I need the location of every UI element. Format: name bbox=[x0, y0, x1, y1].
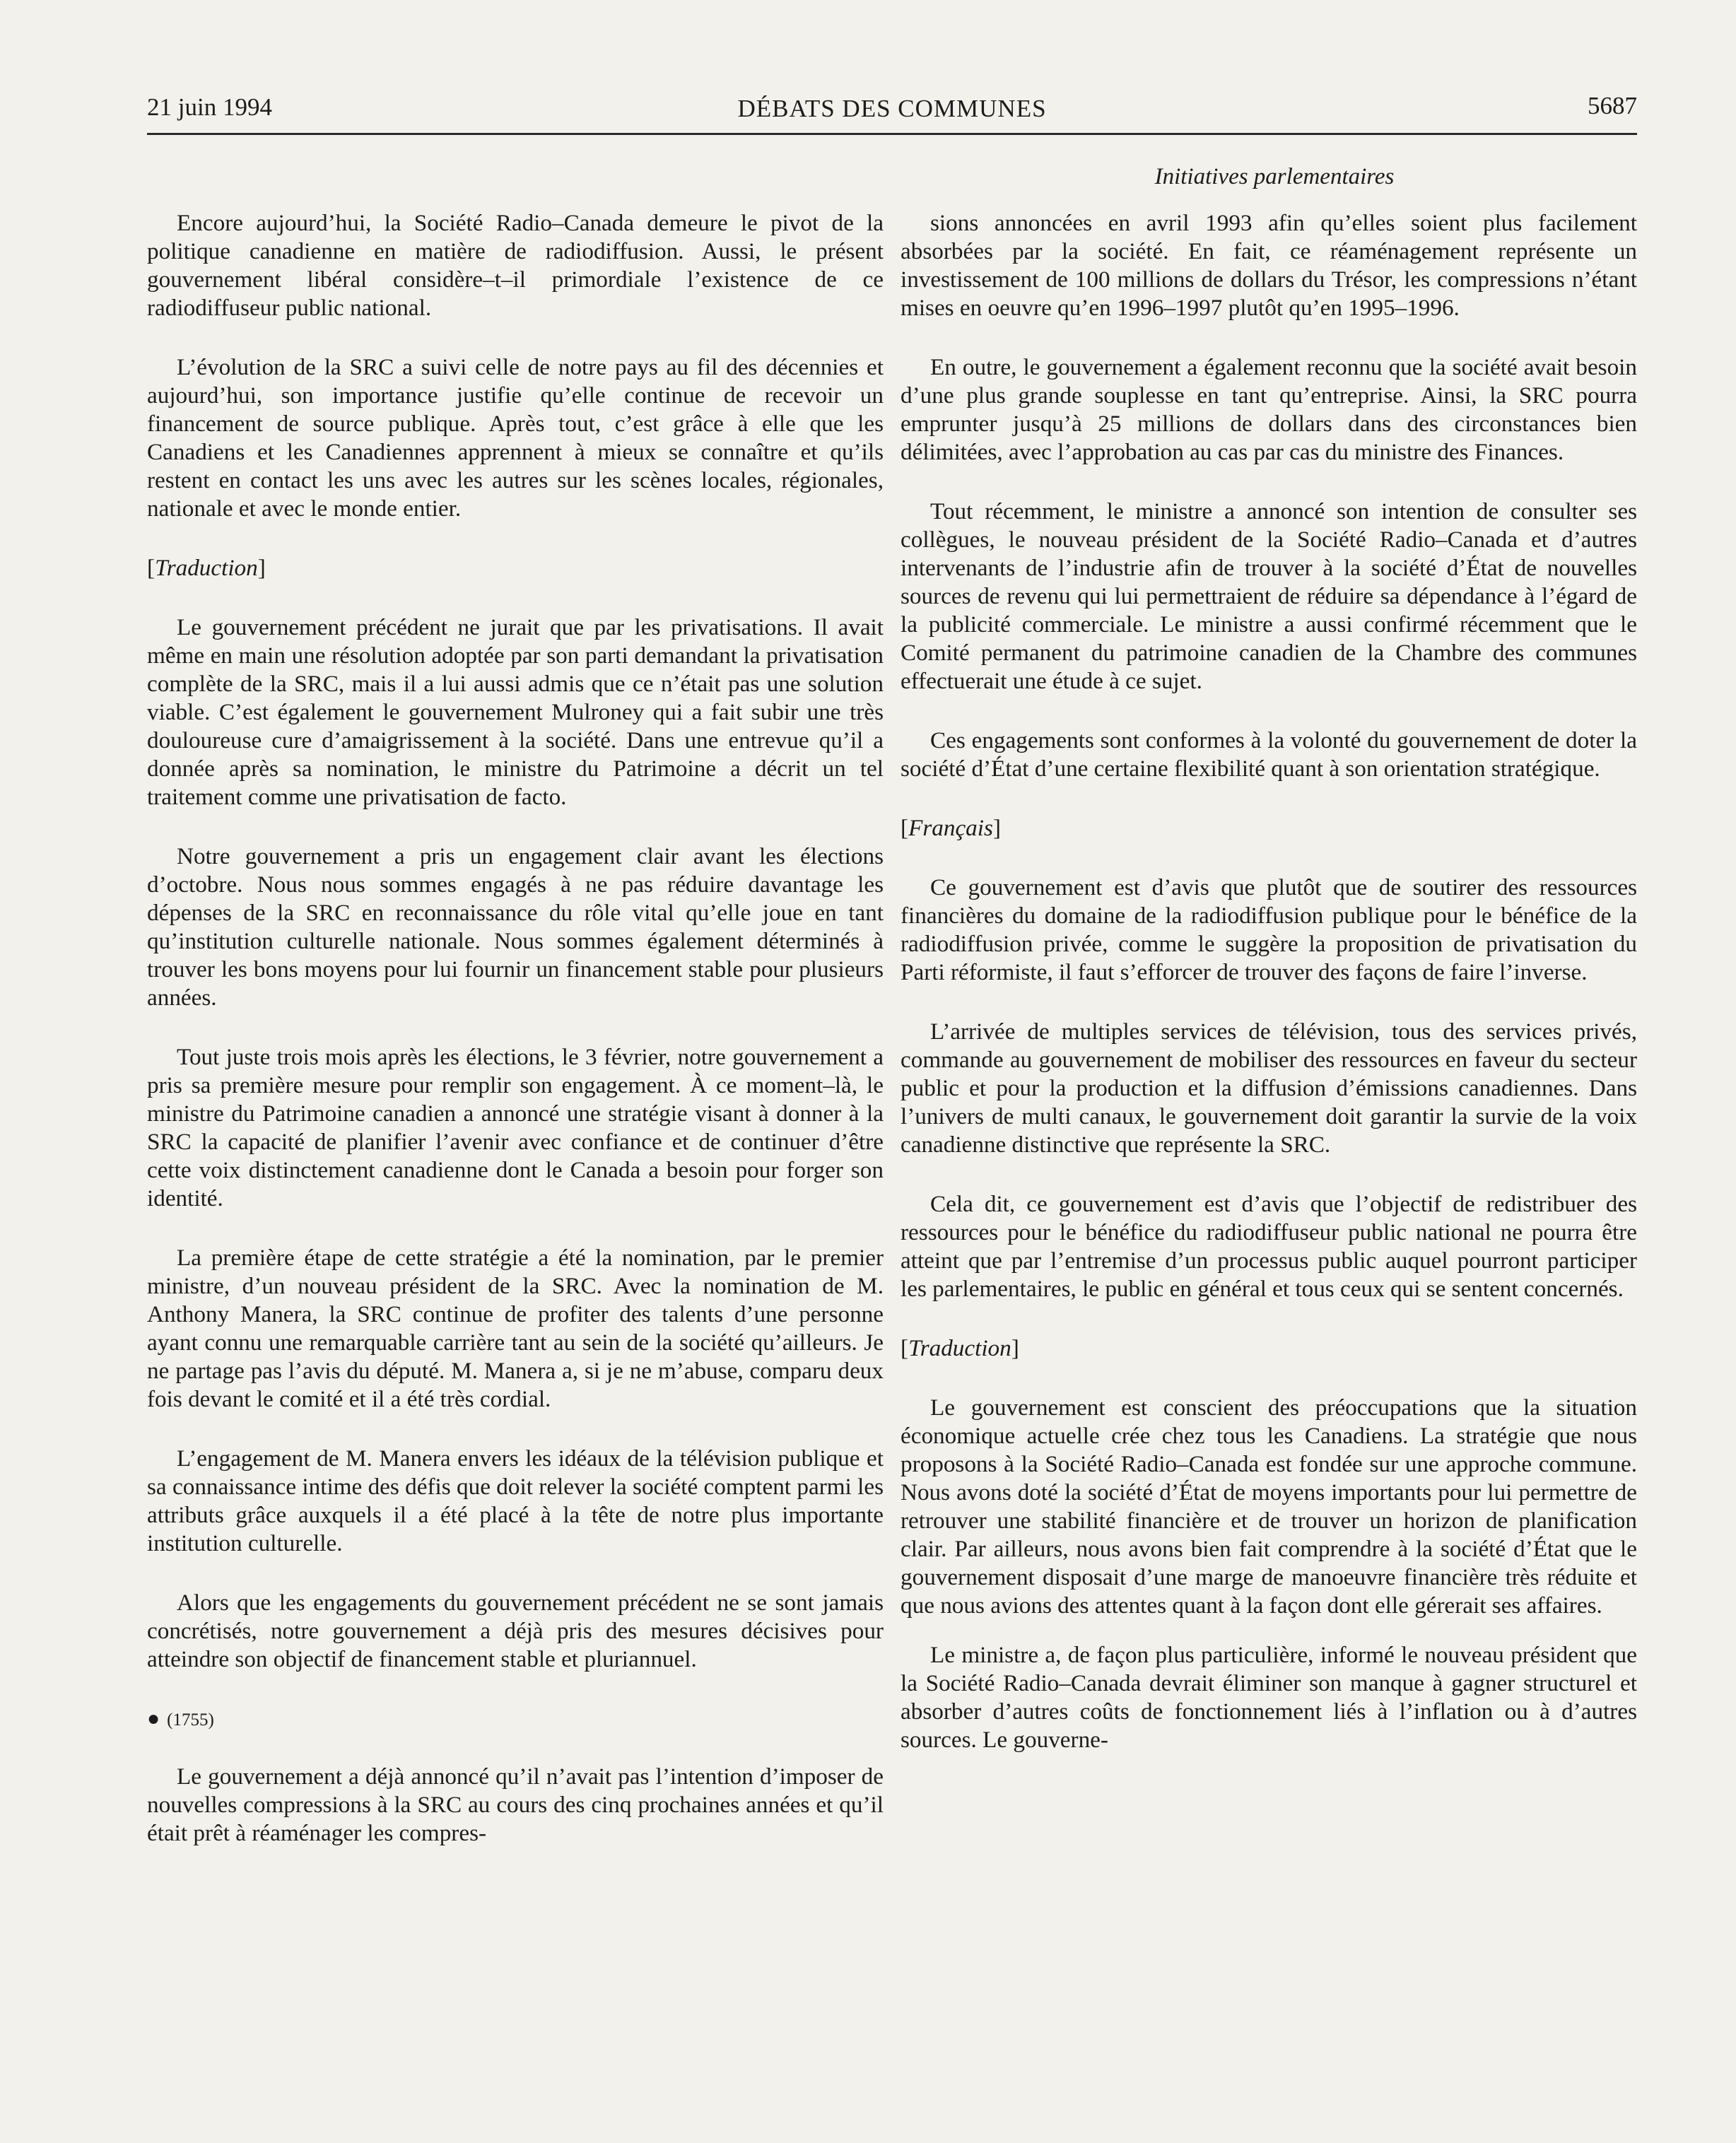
paragraph: sions annoncées en avril 1993 afin qu’elles soient plus facilement absorbées par la société. En fait, ce réaménagement représente un investissement de 100 millions de dollars du Trésor, les compressions n’étant mises en oeuvre qu’en 1996–1997 plutôt qu’en 1995–1996. bbox=[901, 210, 1637, 321]
paragraph: Tout récemment, le ministre a annoncé son intention de consulter ses collègues, le nouveau président de la Société Radio–Canada et d’autres intervenants de l’industrie afin de trouver à la société d’État de nouvelles sources de revenu qui lui permettraient de réduire sa dépendance à l’égard de la publicité commerciale. Le ministre a aussi confirmé récemment que le Comité permanent du patrimoine canadien de la Chambre des communes effectuerait une étude à ce sujet. bbox=[901, 498, 1637, 694]
left-column bbox=[147, 209, 884, 1879]
paragraph: Le gouvernement est conscient des préoccupations que la situation économique actuelle crée chez tous les Canadiens. La stratégie que nous proposons à la Société Radio–Canada est fondée sur une approche commune. Nous avons doté la société d’État de moyens importants pour lui permettre de retrouver une stabilité financière et de trouver un horizon de planification clair. Par ailleurs, nous avons bien fait comprendre à la société d’État que le gouvernement disposait d’une marge de manoeuvre financière très réduite et que nous avions des attentes quant à la façon dont elle gérerait ses affaires. bbox=[901, 1395, 1637, 1619]
language-label-text: Traduction bbox=[908, 1335, 1011, 1361]
language-label: [Traduction] bbox=[901, 1335, 1019, 1361]
language-label: [Français] bbox=[901, 815, 1001, 841]
paragraph: Encore aujourd’hui, la Société Radio–Canada demeure le pivot de la politique canadienne en matière de radiodiffusion. Aussi, le présent gouvernement libéral considère–t–il primordiale l’existence de ce radiodiffuseur public national. bbox=[147, 210, 884, 321]
paragraph: Ce gouvernement est d’avis que plutôt que de soutirer des ressources financières du domaine de la radiodiffusion publique pour le bénéfice de la radiodiffusion privée, comme le suggère la proposition de privatisation du Parti réformiste, il faut s’efforcer de trouver des façons de faire l’inverse. bbox=[901, 874, 1637, 985]
header-date: 21 juin 1994 bbox=[147, 93, 272, 121]
paragraph: Alors que les engagements du gouvernement précédent ne se sont jamais concrétisés, notre gouvernement a déjà pris des mesures décisives pour atteindre son objectif de financement stable et pluriannuel. bbox=[147, 1590, 884, 1672]
page-number: 5687 bbox=[1588, 92, 1637, 119]
header-title: DÉBATS DES COMMUNES bbox=[737, 95, 1047, 122]
paragraph: Le ministre a, de façon plus particulière, informé le nouveau président que la Société Radio–Canada devrait éliminer son manque à gagner structurel et absorber d’autres coûts de fonctionnement liés à l’inflation ou à d’autres sources. Le gouverne- bbox=[901, 1642, 1637, 1753]
page-header bbox=[147, 86, 1637, 135]
paragraph: L’arrivée de multiples services de télévision, tous des services privés, commande au gouvernement de mobiliser des ressources en faveur du secteur public et pour la production et la diffusion d’émissions canadiennes. Dans l’univers de multi canaux, le gouvernement doit garantir la survie de la voix canadienne distinctive que représente la SRC. bbox=[901, 1018, 1637, 1158]
language-label: [Traduction] bbox=[147, 555, 266, 581]
paragraph: Le gouvernement a déjà annoncé qu’il n’avait pas l’intention d’imposer de nouvelles compressions à la SRC au cours des cinq prochaines années et qu’il était prêt à réaménager les compres- bbox=[147, 1763, 884, 1846]
time-marker-text: (1755) bbox=[167, 1710, 214, 1730]
section-subheader: Initiatives parlementaires bbox=[1154, 164, 1395, 189]
paragraph: Ces engagements sont conformes à la volonté du gouvernement de doter la société d’État d’une certaine flexibilité quant à son orientation stratégique. bbox=[901, 727, 1637, 782]
paragraph: Tout juste trois mois après les élections, le 3 février, notre gouvernement a pris sa première mesure pour remplir son engagement. À ce moment–là, le ministre du Patrimoine canadien a annoncé une stratégie visant à donner à la SRC la capacité de planifier l’avenir avec confiance et de continuer d’être cette voix distinctement canadienne dont le Canada a besoin pour forger son identité. bbox=[147, 1044, 884, 1211]
right-column bbox=[901, 209, 1637, 1785]
paragraph: L’évolution de la SRC a suivi celle de notre pays au fil des décennies et aujourd’hui, son importance justifie qu’elle continue de recevoir un financement de source publique. Après tout, c’est grâce à elle que les Canadiens et les Canadiennes apprennent à mieux se connaître et qu’ils restent en contact les uns avec les autres sur les scènes locales, régionales, nationale et avec le monde entier. bbox=[147, 354, 884, 522]
paragraph: En outre, le gouvernement a également reconnu que la société avait besoin d’une plus grande souplesse en tant qu’entreprise. Ainsi, la SRC pourra emprunter jusqu’à 25 millions de dollars dans des circonstances bien délimitées, avec l’approbation au cas par cas du ministre des Finances. bbox=[901, 354, 1637, 465]
paragraph: Le gouvernement précédent ne jurait que par les privatisations. Il avait même en main une résolution adoptée par son parti demandant la privatisation complète de la SRC, mais il a lui aussi admis que ce n’était pas une solution viable. C’est également le gouvernement Mulroney qui a fait subir une très douloureuse cure d’amaigrissement à la société. Dans une entrevue qu’il a donnée après sa nomination, le ministre du Patrimoine a décrit un tel traitement comme une privatisation de facto. bbox=[147, 614, 884, 810]
bullet-icon: ● bbox=[147, 1707, 160, 1730]
time-marker bbox=[147, 1705, 884, 1734]
language-label-text: Traduction bbox=[155, 555, 258, 581]
language-label-text: Français bbox=[908, 815, 993, 841]
paragraph: L’engagement de M. Manera envers les idéaux de la télévision publique et sa connaissance intime des défis que doit relever la société comptent parmi les attributs grâce auxquels il a été placé à la tête de notre plus importante institution culturelle. bbox=[147, 1445, 884, 1556]
paragraph: Notre gouvernement a pris un engagement clair avant les élections d’octobre. Nous nous sommes engagés à ne pas réduire davantage les dépenses de la SRC en reconnaissance du rôle vital qu’elle joue en tant qu’institution culturelle nationale. Nous sommes également déterminés à trouver les bons moyens pour lui fournir un financement stable pour plusieurs années. bbox=[147, 843, 884, 1011]
paragraph: Cela dit, ce gouvernement est d’avis que l’objectif de redistribuer des ressources pour le bénéfice du radiodiffuseur public national ne pourra être atteint que par l’entremise d’un processus public auquel pourront participer les parlementaires, le public en général et tous ceux qui se sentent concernés. bbox=[901, 1191, 1637, 1302]
paragraph: La première étape de cette stratégie a été la nomination, par le premier ministre, d’un nouveau président de la SRC. Avec la nomination de M. Anthony Manera, la SRC continue de profiter des talents d’une personne ayant connu une remarquable carrière tant au sein de la société qu’ailleurs. Je ne partage pas l’avis du député. M. Manera a, si je ne m’abuse, comparu deux fois devant le comité et il a été très cordial. bbox=[147, 1245, 884, 1412]
